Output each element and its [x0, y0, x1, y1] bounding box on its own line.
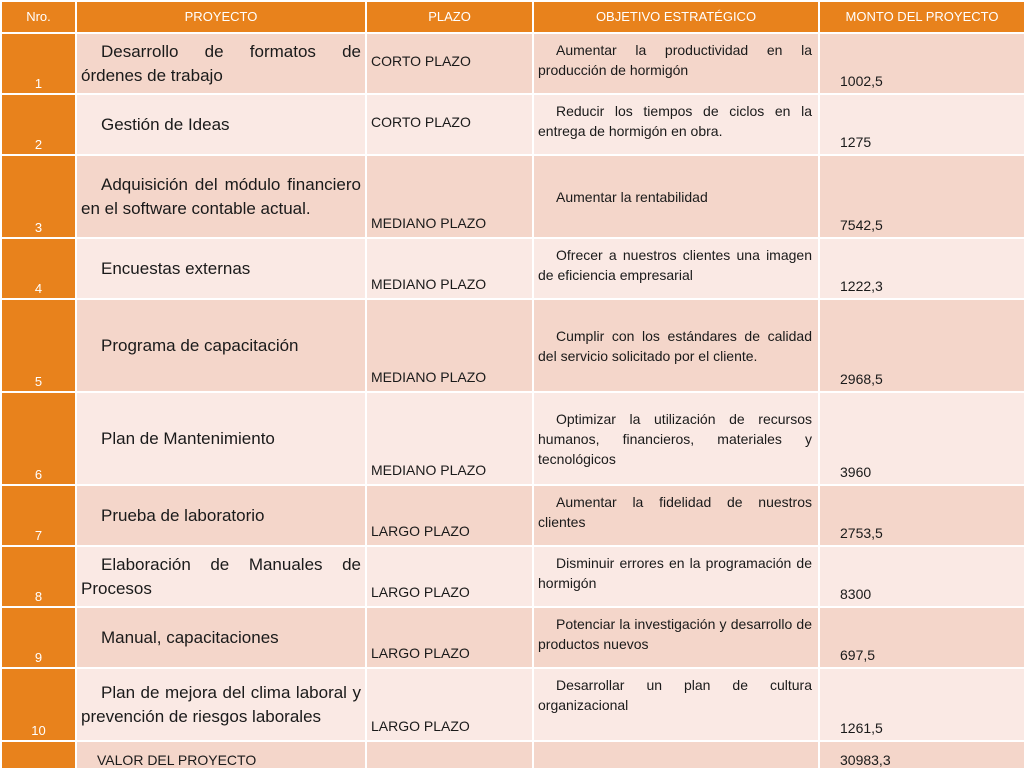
- project-term: LARGO PLAZO: [366, 485, 533, 546]
- total-amount: 30983,3: [819, 741, 1024, 768]
- project-amount: 1222,3: [819, 238, 1024, 299]
- row-number: 7: [1, 485, 76, 546]
- strategic-objective-text: Reducir los tiempos de ciclos en la entrega de hormigón en obra.: [538, 103, 812, 139]
- header-objetivo: OBJETIVO ESTRATÉGICO: [533, 1, 819, 33]
- strategic-objective-text: Ofrecer a nuestros clientes una imagen de eficiencia empresarial: [538, 247, 812, 283]
- project-term: CORTO PLAZO: [366, 94, 533, 155]
- strategic-objective: [533, 668, 819, 741]
- total-label: VALOR DEL PROYECTO: [76, 741, 366, 768]
- strategic-objective-text: Optimizar la utilización de recursos humanos, financieros, materiales y tecnológicos: [538, 410, 812, 467]
- project-term: LARGO PLAZO: [366, 546, 533, 607]
- project-amount: 2753,5: [819, 485, 1024, 546]
- row-number: 9: [1, 607, 76, 668]
- project-name-text: Plan de Mantenimiento: [101, 428, 275, 448]
- project-amount: 1002,5: [819, 33, 1024, 94]
- project-name: [76, 485, 366, 546]
- strategic-objective: [533, 546, 819, 607]
- project-term: MEDIANO PLAZO: [366, 299, 533, 392]
- project-amount: 1275: [819, 94, 1024, 155]
- total-objective-cell: [533, 741, 819, 768]
- project-amount: 8300: [819, 546, 1024, 607]
- table-row: [1, 299, 1024, 392]
- project-name: [76, 299, 366, 392]
- project-name-text: Desarrollo de formatos de órdenes de trabajo: [81, 41, 361, 85]
- project-name: [76, 155, 366, 238]
- strategic-objective-text: Aumentar la fidelidad de nuestros clientes: [538, 494, 812, 530]
- table-body: [1, 33, 1024, 768]
- table-row: [1, 607, 1024, 668]
- project-term: MEDIANO PLAZO: [366, 155, 533, 238]
- row-number: 1: [1, 33, 76, 94]
- row-number: 8: [1, 546, 76, 607]
- row-number: 10: [1, 668, 76, 741]
- header-monto: MONTO DEL PROYECTO: [819, 1, 1024, 33]
- table-row: [1, 485, 1024, 546]
- strategic-objective: [533, 607, 819, 668]
- total-number-cell: [1, 741, 76, 768]
- project-amount: 697,5: [819, 607, 1024, 668]
- header-proyecto: PROYECTO: [76, 1, 366, 33]
- project-name-text: Gestión de Ideas: [101, 114, 230, 134]
- row-number: 2: [1, 94, 76, 155]
- project-name-text: Prueba de laboratorio: [101, 505, 265, 525]
- table-header: [1, 1, 1024, 33]
- project-term: CORTO PLAZO: [366, 33, 533, 94]
- table-row: [1, 392, 1024, 485]
- table-row: [1, 94, 1024, 155]
- project-name-text: Encuestas externas: [101, 258, 251, 278]
- project-amount: 3960: [819, 392, 1024, 485]
- row-number: 4: [1, 238, 76, 299]
- strategic-objective: [533, 299, 819, 392]
- project-name-text: Elaboración de Manuales de Procesos: [81, 554, 361, 598]
- project-term: MEDIANO PLAZO: [366, 238, 533, 299]
- strategic-objective-text: Disminuir errores en la programación de hormigón: [538, 555, 812, 591]
- strategic-objective: [533, 485, 819, 546]
- project-amount: 2968,5: [819, 299, 1024, 392]
- project-term: LARGO PLAZO: [366, 607, 533, 668]
- strategic-objective-text: Aumentar la rentabilidad: [556, 188, 708, 205]
- row-number: 6: [1, 392, 76, 485]
- row-number: 5: [1, 299, 76, 392]
- project-name: [76, 546, 366, 607]
- header-nro: Nro.: [1, 1, 76, 33]
- strategic-objective-text: Cumplir con los estándares de calidad del servicio solicitado por el cliente.: [538, 327, 812, 364]
- table-row: [1, 155, 1024, 238]
- project-name: [76, 238, 366, 299]
- project-name: [76, 94, 366, 155]
- project-name: [76, 668, 366, 741]
- table-row: [1, 238, 1024, 299]
- project-name-text: Programa de capacitación: [101, 335, 299, 355]
- strategic-objective-text: Potenciar la investigación y desarrollo de productos nuevos: [538, 616, 812, 652]
- strategic-objective: [533, 155, 819, 238]
- project-term: LARGO PLAZO: [366, 668, 533, 741]
- table-row: [1, 668, 1024, 741]
- project-name-text: Manual, capacitaciones: [101, 627, 279, 647]
- project-name: [76, 392, 366, 485]
- strategic-objective-text: Aumentar la productividad en la producción de hormigón: [538, 42, 812, 78]
- strategic-objective: [533, 238, 819, 299]
- project-name-text: Adquisición del módulo financiero en el software contable actual.: [81, 174, 361, 218]
- project-name: [76, 33, 366, 94]
- row-number: 3: [1, 155, 76, 238]
- table-row: [1, 33, 1024, 94]
- header-plazo: PLAZO: [366, 1, 533, 33]
- project-amount: 1261,5: [819, 668, 1024, 741]
- project-name: [76, 607, 366, 668]
- project-term: MEDIANO PLAZO: [366, 392, 533, 485]
- total-row: [1, 741, 1024, 768]
- strategic-objective: [533, 94, 819, 155]
- strategic-objective: [533, 392, 819, 485]
- table-row: [1, 546, 1024, 607]
- project-amount: 7542,5: [819, 155, 1024, 238]
- strategic-objective: [533, 33, 819, 94]
- project-name-text: Plan de mejora del clima laboral y prevención de riesgos laborales: [81, 682, 361, 726]
- total-term-cell: [366, 741, 533, 768]
- strategic-objective-text: Desarrollar un plan de cultura organizacional: [538, 677, 812, 713]
